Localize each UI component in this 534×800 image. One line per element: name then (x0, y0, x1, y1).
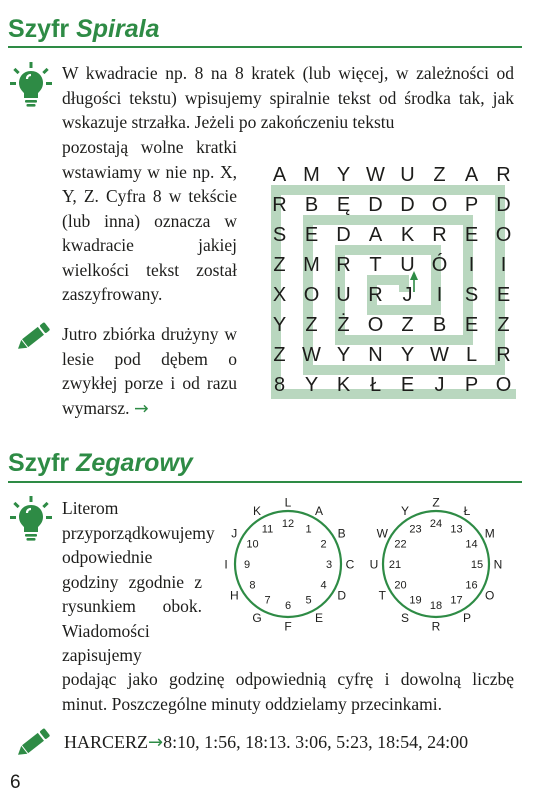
clock-hour-number: 24 (429, 518, 443, 530)
clock-letter: B (337, 526, 346, 541)
clock-hour-number: 15 (470, 559, 484, 571)
clock-letter: A (314, 503, 324, 518)
grid-cell: E (400, 374, 415, 396)
clock-letter: K (252, 503, 262, 518)
grid-cell: T (369, 254, 382, 276)
section-divider (8, 481, 522, 483)
lightbulb-icon (10, 496, 52, 542)
clock-hour-number: 21 (388, 559, 402, 571)
grid-cell: K (400, 224, 415, 246)
clock-letter: Y (400, 503, 410, 518)
grid-cell: R (368, 284, 383, 306)
clock-letter: E (314, 611, 324, 626)
grid-cell: P (464, 374, 479, 396)
zegarowy-description: Literom przyporządkowujemy odpowiednie godziny zgodnie z rysunkiem obok. Wiadomości zapisujemy (62, 498, 215, 665)
clock-hour-number: 10 (246, 538, 259, 551)
grid-cell: S (464, 284, 479, 306)
grid-cell: Z (273, 344, 286, 366)
clock-hour-number: 11 (261, 523, 274, 536)
clock-diagram-2 (370, 492, 506, 632)
grid-cell: J (402, 284, 413, 306)
clock-hour-number: 7 (264, 594, 271, 607)
grid-cell: D (336, 224, 351, 246)
grid-cell: D (400, 194, 415, 216)
grid-cell: A (272, 164, 287, 186)
section-title-zegarowy: Szyfr Zegarowy (8, 449, 193, 477)
clock-letter: R (431, 619, 441, 632)
grid-cell: E (464, 224, 479, 246)
grid-cell: M (303, 164, 320, 186)
clock-hour-number: 18 (429, 600, 443, 612)
clock-hour-number: 6 (284, 600, 292, 612)
grid-cell: A (368, 224, 383, 246)
grid-cell: L (465, 344, 478, 366)
grid-cell: P (464, 194, 479, 216)
grid-cell: A (464, 164, 479, 186)
grid-cell: Z (305, 314, 318, 336)
clock-hour-number: 8 (249, 579, 256, 592)
clock-letter: D (337, 588, 347, 603)
grid-cell: 8 (273, 374, 286, 396)
clock-hour-number: 12 (281, 518, 295, 530)
grid-cell: X (272, 284, 287, 306)
grid-cell: K (336, 374, 351, 396)
clock-letter: H (229, 588, 239, 603)
grid-cell: Y (400, 344, 415, 366)
clock-hour-number: 19 (409, 594, 422, 607)
grid-cell: O (367, 314, 384, 336)
grid-cell: M (303, 254, 320, 276)
clock-hour-number: 2 (320, 538, 327, 551)
arrow-right-icon: → (148, 732, 164, 753)
clock-hour-number: 9 (243, 559, 251, 571)
grid-cell: B (432, 314, 447, 336)
clock-hour-number: 5 (305, 594, 312, 607)
clock-hour-number: 23 (409, 523, 422, 536)
page-number: 6 (10, 772, 21, 793)
clock-hour-number: 3 (325, 559, 333, 571)
grid-cell: Ł (369, 374, 382, 396)
clock-letter: M (484, 526, 495, 541)
grid-cell: R (496, 164, 511, 186)
grid-cell: Ę (336, 194, 351, 216)
grid-cell: D (496, 194, 511, 216)
clock-letter: L (284, 495, 292, 510)
grid-cell: I (500, 254, 507, 276)
grid-cell: I (436, 284, 443, 306)
clock-letter: T (378, 588, 386, 603)
grid-cell: Ż (337, 314, 350, 336)
grid-cell: R (272, 194, 287, 216)
grid-cell: U (400, 254, 415, 276)
grid-cell: Ó (431, 254, 448, 276)
clock-diagram-1 (222, 492, 358, 632)
clock-hour-number: 16 (465, 579, 478, 592)
grid-cell: E (464, 314, 479, 336)
grid-cell: O (495, 224, 512, 246)
clock-letter: I (224, 557, 228, 572)
clock-letter: W (376, 526, 388, 541)
grid-cell: Z (433, 164, 446, 186)
clock-hour-number: 13 (450, 523, 463, 536)
grid-cell: Y (304, 374, 319, 396)
pencil-icon (14, 320, 52, 354)
clock-letter: P (462, 611, 472, 626)
grid-cell: W (302, 344, 321, 366)
section-title-spirala: Szyfr Spirala (8, 15, 160, 43)
zegarowy-example: HARCERZ→8:10, 1:56, 18:13. 3:06, 5:23, 18:54, 24:00 (64, 732, 469, 753)
clock-letter: Z (432, 495, 440, 510)
clock-hour-number: 20 (394, 579, 407, 592)
clock-letter: N (493, 557, 503, 572)
grid-cell: Y (336, 164, 351, 186)
grid-cell: R (336, 254, 351, 276)
arrow-right-icon: → (133, 398, 149, 419)
clock-letter: Ł (463, 503, 471, 518)
clock-letter: G (252, 611, 262, 626)
spirala-description: W kwadracie np. 8 na 8 kratek (lub więcej, w zależności od długości tekstu) wpisujemy spiralnie tekst od środka tak, jak wskazuje strzałka. Jeżeli po zakończeniu tekstu (62, 63, 514, 132)
grid-cell: Z (401, 314, 414, 336)
grid-cell: U (336, 284, 351, 306)
grid-cell: O (431, 194, 448, 216)
grid-cell: E (496, 284, 511, 306)
clock-hour-number: 22 (394, 538, 407, 551)
grid-cell: Z (273, 254, 286, 276)
clock-letter: S (400, 611, 410, 626)
grid-cell: W (430, 344, 449, 366)
grid-cell: D (368, 194, 383, 216)
section-divider (8, 46, 522, 48)
clock-hour-number: 1 (305, 523, 312, 536)
grid-cell: Y (336, 344, 351, 366)
zegarowy-description-cont: podając jako godzinę odpowiednią cyfrę i dowolną liczbę minut. Poszczególne minuty oddzielamy przecinkami. (62, 669, 514, 714)
lightbulb-icon (10, 62, 52, 108)
spirala-description-cont: pozostają wolne kratki wstawiamy w nie np. X, Y, Z. Cyfra 8 w tekście (lub inna) oznacza w kwadracie jakiej wielkości tekst został zaszyfrowany. (62, 137, 237, 304)
clock-hour-number: 14 (465, 538, 478, 551)
clock-hour-number: 17 (450, 594, 463, 607)
clock-letter: C (345, 557, 355, 572)
spiral-grid (264, 160, 516, 400)
grid-cell: B (304, 194, 319, 216)
pencil-icon (14, 726, 52, 760)
grid-cell: S (272, 224, 287, 246)
clock-hour-number: 4 (320, 579, 327, 592)
grid-cell: U (400, 164, 415, 186)
grid-cell: O (303, 284, 320, 306)
clock-letter: U (370, 557, 379, 572)
grid-cell: W (366, 164, 385, 186)
grid-cell: O (495, 374, 512, 396)
grid-cell: R (432, 224, 447, 246)
clock-letter: J (231, 526, 238, 541)
spirala-example: Jutro zbiórka drużyny w lesie pod dębem o zwykłej porze i od razu wymarsz. → (62, 324, 237, 419)
grid-cell: I (468, 254, 475, 276)
grid-cell: R (496, 344, 511, 366)
grid-cell: Y (272, 314, 287, 336)
grid-cell: E (304, 224, 319, 246)
grid-cell: N (368, 344, 383, 366)
grid-cell: J (434, 374, 445, 396)
grid-cell: Z (497, 314, 510, 336)
clock-letter: F (284, 619, 292, 632)
clock-letter: O (485, 588, 495, 603)
